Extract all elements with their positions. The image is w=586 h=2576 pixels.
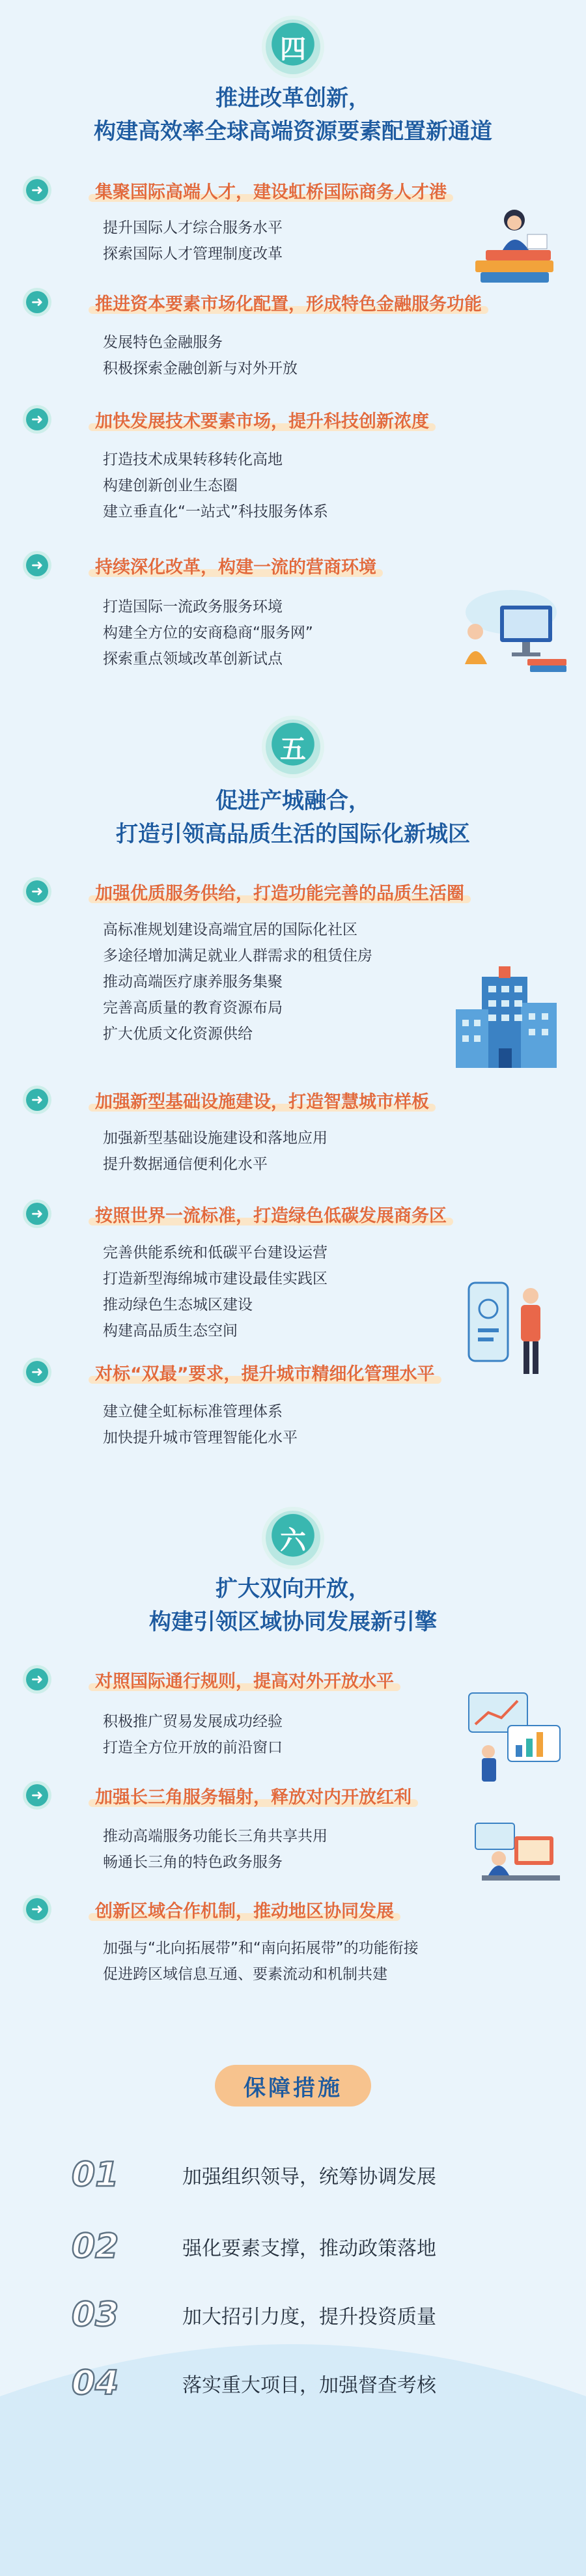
list-item: 建立垂直化“一站式”科技服务体系 [103,503,328,520]
list-item: 完善高质量的教育资源布局 [103,1000,283,1016]
guarantee-num: 03 [72,2295,119,2334]
s6-heading-1 [26,1664,394,1695]
list-item: 高标准规划建设高端宜居的国际化社区 [103,921,357,938]
s4-heading-3 [26,404,429,435]
s6-heading-3-text: 创新区域合作机制，推动地区协同发展 [95,1897,394,1922]
list-item: 探索国际人才管理制度改革 [103,245,283,262]
list-item: 畅通长三角的特色政务服务 [103,1854,283,1871]
list-item: 打造国际一流政务服务环境 [103,598,283,615]
bottom-wave-decoration [0,2318,586,2576]
s6-list-1 [103,1709,283,1761]
list-item: 打造新型海绵城市建设最佳实践区 [103,1270,328,1287]
arrow-right-icon: ➜ [26,1784,48,1806]
smart-screen-illustration [456,1270,560,1380]
guarantee-num: 01 [72,2155,119,2194]
guarantee-text: 加大招引力度，提升投资质量 [182,2306,436,2329]
s4-heading-2-text: 推进资本要素市场化配置，形成特色金融服务功能 [95,290,482,315]
list-item: 发展特色金融服务 [103,334,223,351]
s6-heading-3 [26,1894,394,1925]
list-item: 推动高端医疗康养服务集聚 [103,973,283,990]
guarantee-row-4 [72,2360,436,2406]
s5-list-1 [103,917,372,1047]
s5-heading-3-text: 按照世界一流标准，打造绿色低碳发展商务区 [95,1201,447,1227]
guarantee-text: 加强组织领导，统筹协调发展 [182,2166,436,2189]
section-4-title-line1: 推进改革创新， [216,85,370,111]
s4-heading-3-text: 加快发展技术要素市场，提升科技创新浓度 [95,407,429,432]
guarantee-row-2 [72,2224,436,2269]
list-item: 构建全方位的安商稳商“服务网” [103,624,313,641]
s4-heading-4-text: 持续深化改革，构建一流的营商环境 [95,553,376,578]
list-item: 打造技术成果转移转化高地 [103,451,283,468]
s5-heading-4 [26,1356,435,1388]
list-item: 推动高端服务功能长三角共享共用 [103,1828,328,1845]
guarantee-text: 强化要素支撑，推动政策落地 [182,2237,436,2260]
s4-list-4 [103,594,313,672]
list-item: 构建高品质生态空间 [103,1323,238,1339]
s4-list-2 [103,329,298,382]
list-item: 构建创新创业生态圈 [103,477,238,494]
list-item: 探索重点领域改革创新试点 [103,651,283,667]
s5-list-4 [103,1399,298,1451]
section-5-title [0,785,586,851]
s4-heading-4 [26,550,376,581]
s5-heading-3 [26,1198,447,1229]
section-4-badge: 四 [266,20,320,74]
section-4-title-line2: 构建高效率全球高端资源要素配置新通道 [94,119,492,145]
s5-heading-2 [26,1084,429,1115]
s6-heading-2 [26,1780,412,1811]
guarantee-num: 04 [72,2364,119,2403]
list-item: 推动绿色生态城区建设 [103,1296,253,1313]
s5-list-2 [103,1125,328,1177]
list-item: 完善供能系统和低碳平台建设运营 [103,1244,328,1261]
guarantee-row-3 [72,2292,436,2338]
arrow-right-icon: ➜ [26,1361,48,1383]
chart-panels-illustration [456,1687,566,1784]
list-item: 促进跨区域信息互通、要素流动和机制共建 [103,1966,387,1983]
arrow-right-icon: ➜ [26,1089,48,1111]
section-5-badge: 五 [266,720,320,774]
guarantee-row-1 [72,2152,436,2198]
guarantee-text: 落实重大项目，加强督查考核 [182,2374,436,2397]
arrow-right-icon: ➜ [26,554,48,576]
arrow-right-icon: ➜ [26,1898,48,1920]
arrow-right-icon: ➜ [26,408,48,430]
s4-heading-1 [26,175,447,206]
s5-heading-2-text: 加强新型基础设施建设，打造智慧城市样板 [95,1087,429,1113]
section-5-title-line2: 打造引领高品质生活的国际化新城区 [116,821,470,847]
s6-heading-1-text: 对照国际通行规则，提高对外开放水平 [95,1667,394,1692]
s6-heading-2-text: 加强长三角服务辐射，释放对内开放红利 [95,1783,412,1808]
arrow-right-icon: ➜ [26,1668,48,1690]
s4-heading-1-text: 集聚国际高端人才，建设虹桥国际商务人才港 [95,178,447,203]
list-item: 建立健全虹标标准管理体系 [103,1403,283,1420]
section-6-badge: 六 [266,1511,320,1565]
guarantee-title: 保障措施 [215,2065,371,2107]
s6-list-3 [103,1935,419,1987]
list-item: 提升国际人才综合服务水平 [103,219,283,236]
section-6-title-line1: 扩大双向开放， [216,1576,370,1602]
list-item: 扩大优质文化资源供给 [103,1026,253,1043]
arrow-right-icon: ➜ [26,291,48,313]
arrow-right-icon: ➜ [26,179,48,201]
s4-list-1 [103,215,283,267]
list-item: 积极探索金融创新与对外开放 [103,360,298,377]
list-item: 提升数据通信便利化水平 [103,1156,268,1173]
section-6-title [0,1573,586,1639]
s4-list-3 [103,447,328,525]
arrow-right-icon: ➜ [26,1203,48,1225]
computer-person-illustration [449,586,573,684]
list-item: 加快提升城市管理智能化水平 [103,1429,298,1446]
arrow-right-icon: ➜ [26,880,48,903]
section-5-title-line1: 促进产城融合， [216,788,370,814]
section-6-title-line2: 构建引领区域协同发展新引擎 [149,1609,437,1635]
section-4-title [0,82,586,148]
desk-person-illustration [469,1817,566,1908]
hospital-building-illustration [443,964,566,1074]
list-item: 加强与“北向拓展带”和“南向拓展带”的功能衔接 [103,1940,419,1957]
s4-heading-2 [26,287,482,318]
s5-heading-1-text: 加强优质服务供给，打造功能完善的品质生活圈 [95,879,464,904]
list-item: 打造全方位开放的前沿窗口 [103,1739,283,1756]
s5-heading-4-text: 对标“双最”要求，提升城市精细化管理水平 [95,1360,435,1385]
list-item: 多途径增加满足就业人群需求的租赁住房 [103,947,372,964]
guarantee-num: 02 [72,2227,119,2266]
s5-list-3 [103,1240,328,1344]
reading-person-illustration [469,202,566,293]
list-item: 积极推广贸易发展成功经验 [103,1713,283,1730]
list-item: 加强新型基础设施建设和落地应用 [103,1130,328,1147]
s6-list-2 [103,1823,328,1875]
s5-heading-1 [26,876,464,907]
